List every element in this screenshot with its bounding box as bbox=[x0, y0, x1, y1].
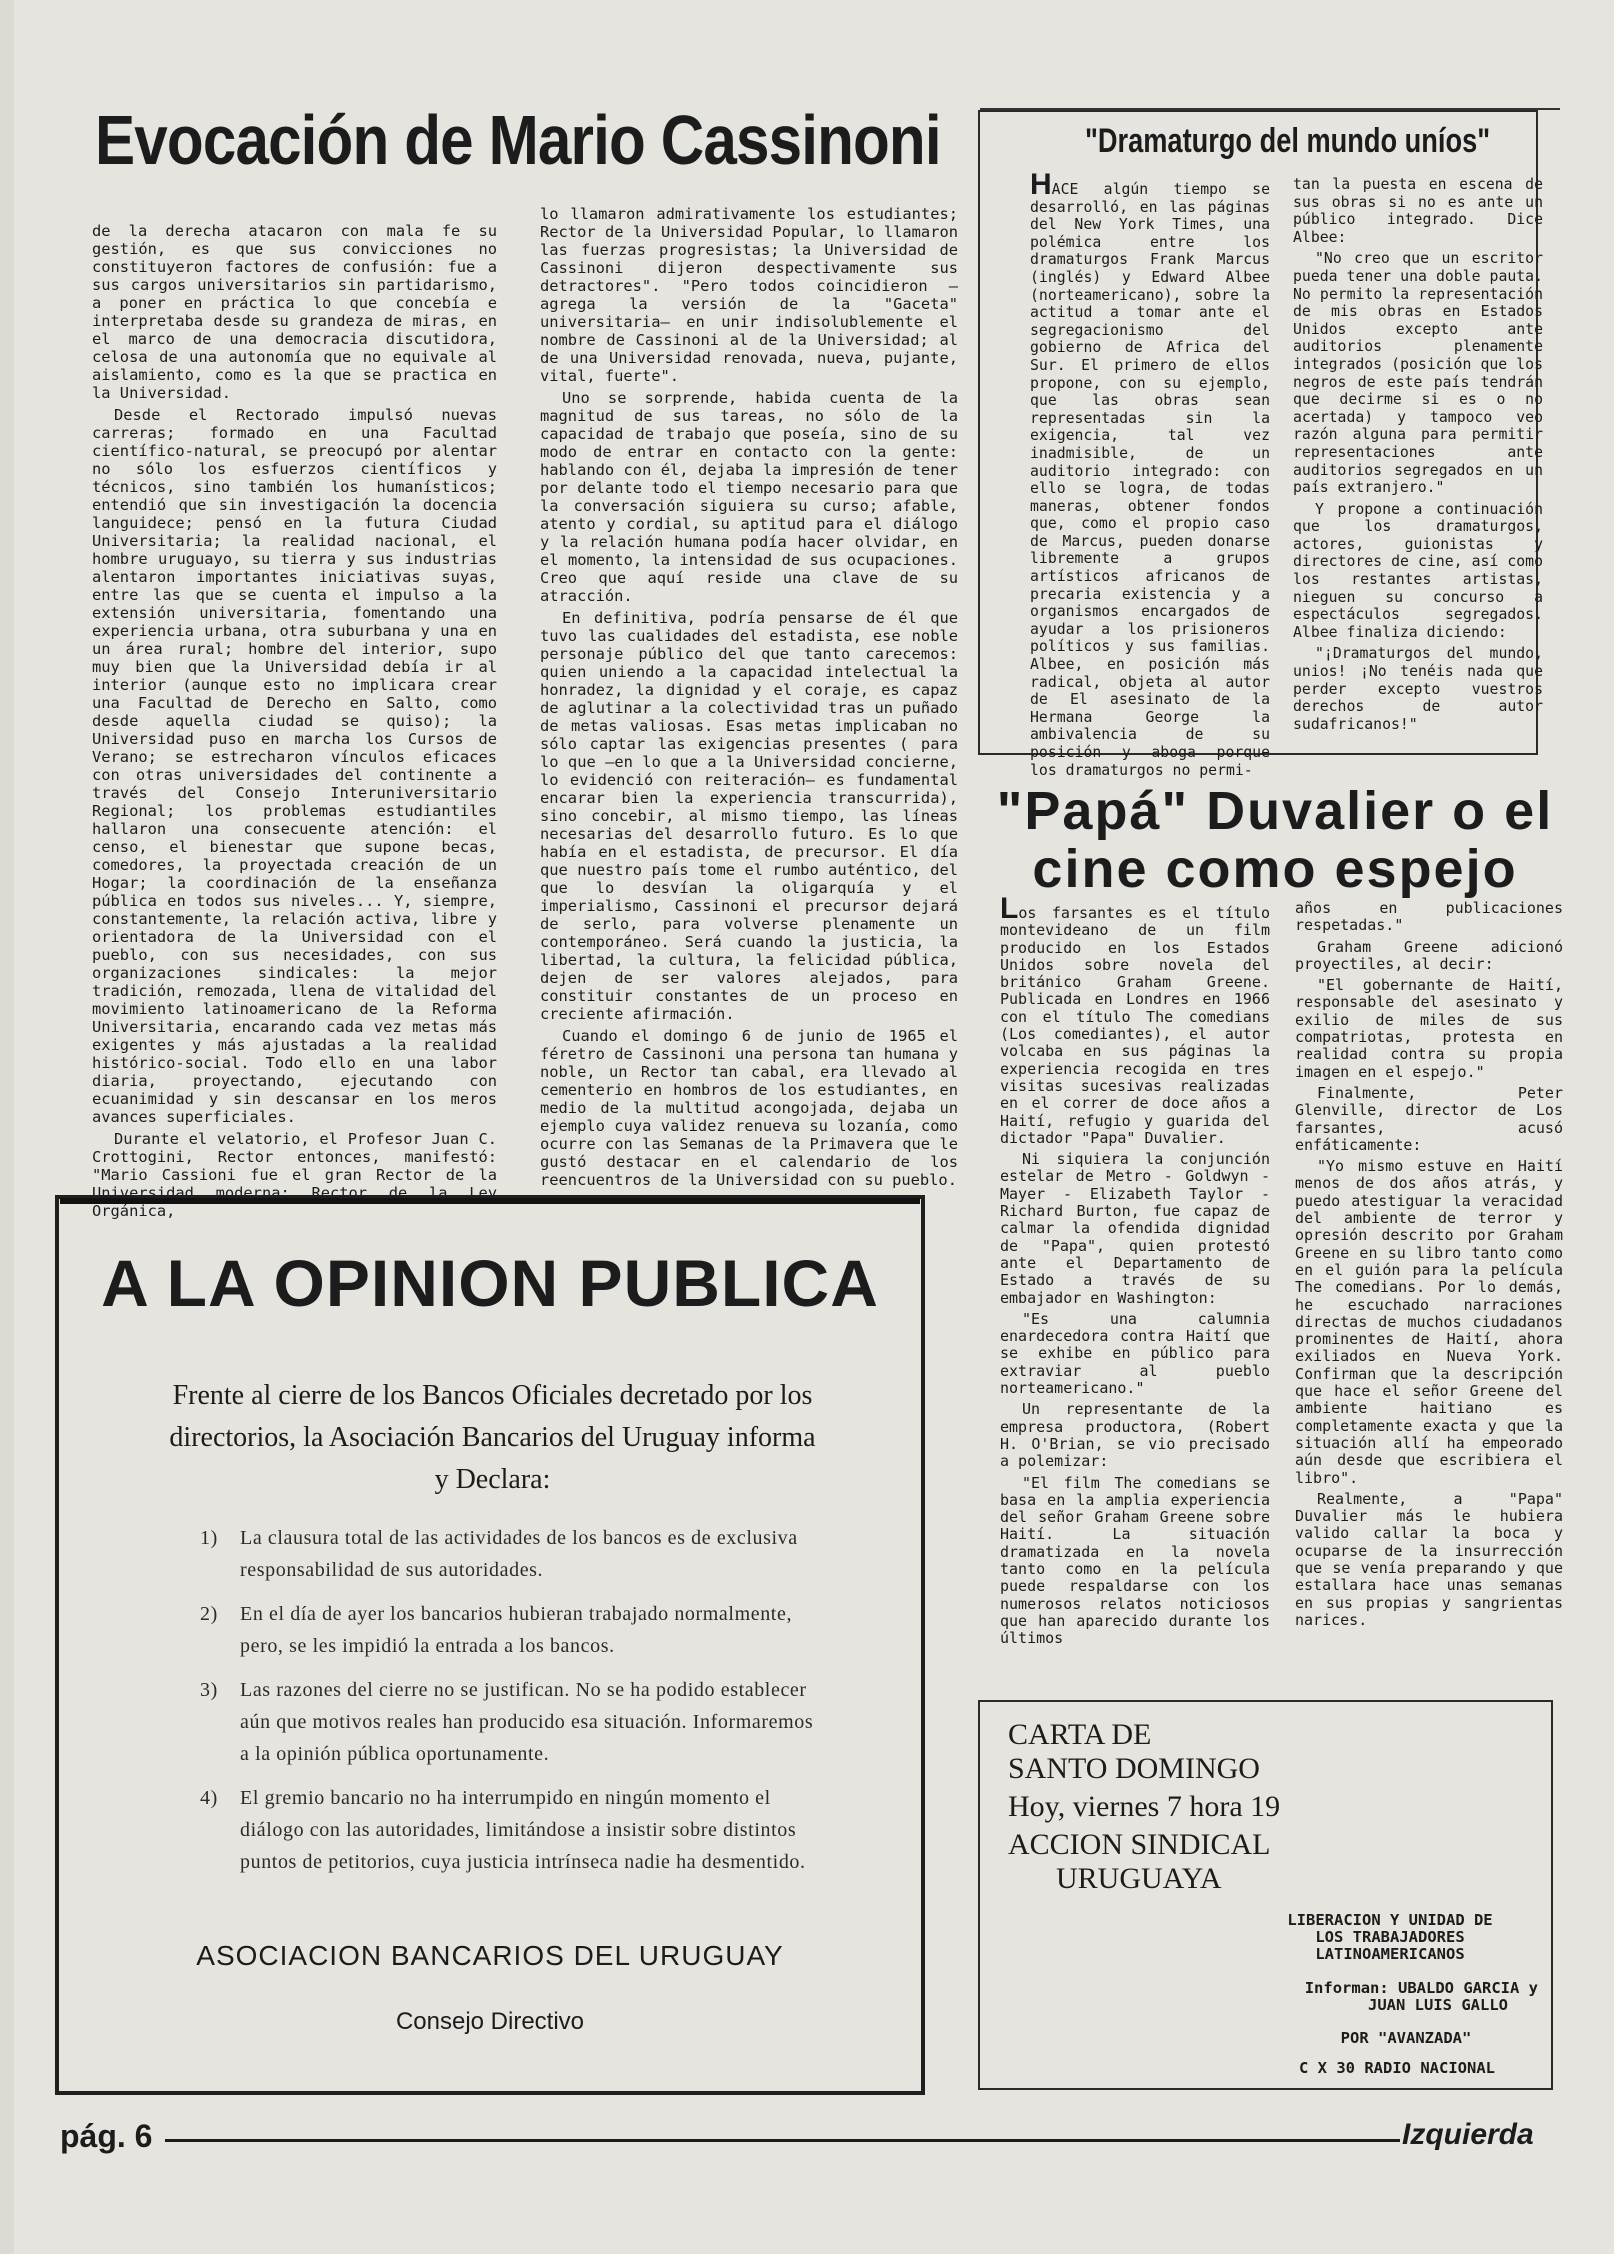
paragraph: Los farsantes es el título montevideano de un film producido en los Estados Unidos sobre novela del británico Graham Greene. Publicada en Londres en 1966 con el título The comedians (Los comediantes), el autor volcaba en sus páginas la experiencia recogida en tres visitas sucesivas realizadas en el correr de doce años a Haití, refugio y guarida del dictador "Papa" Duvalier. bbox=[1000, 892, 1270, 1147]
text-line: Informan: UBALDO GARCIA y bbox=[1304, 1979, 1538, 1997]
paragraph: Un representante de la empresa productora, (Robert H. O'Brian, se vio precisado a polemizar: bbox=[1000, 1400, 1270, 1471]
main-article-column-1 bbox=[92, 222, 497, 1220]
opinion-intro: Frente al cierre de los Bancos Oficiales decretado por los directorios, la Asociación Bancarios del Uruguay informa y Declara: bbox=[169, 1380, 816, 1495]
main-headline: Evocación de Mario Cassinoni bbox=[95, 101, 941, 179]
box-top-rule bbox=[60, 1198, 920, 1204]
declaration-item bbox=[200, 1782, 830, 1912]
paragraph: Durante el velatorio, el Profesor Juan C. Crottogini, Rector entonces, manifestó: "Mario Cassioni fue el gran Rector de la Universidad moderna; Rector de la Ley Orgánica, bbox=[92, 1130, 497, 1220]
paragraph: "Yo mismo estuve en Haití menos de dos años atrás, y puedo atestiguar la veracidad del ambiente de terror y opresión descrito por Graham Greene en su libro tanto como en el guión para la película The comedians. Por lo demás, he escuchado narraciones directas de muchos ciudadanos prominentes de Haití, ahora exiliados en Nueva York. Confirman que la descripción que hace el señor Greene del ambiente haitiano es completamente exacta y que la situación allí ha empeorado aún desde que escribiera el libro". bbox=[1295, 1157, 1563, 1487]
duvalier-column-2 bbox=[1295, 900, 1563, 1660]
item-text: El gremio bancario no ha interrumpido en ningún momento el diálogo con las autoridades, limitándose a insistir sobre distintos puntos de petitorios, cuya justicia intrínseca nadie ha desmentido. bbox=[240, 1787, 806, 1873]
paragraph: Finalmente, Peter Glenville, director de Los farsantes, acusó enfáticamente: bbox=[1295, 1083, 1563, 1154]
paragraph: "No creo que un escritor pueda tener una doble pauta. No permito la representación de mis obras en Estados Unidos excepto ante auditorios plenamente integrados (posición que los negros de este país tendrán que decirme si es o no acertada) y tampoco veo razón alguna para permitir representaciones ante auditorios segregados en un país extranjero." bbox=[1293, 250, 1543, 497]
carta-announcement bbox=[1008, 1718, 1428, 1896]
top-rule bbox=[980, 108, 1560, 110]
paragraph: años en publicaciones respetadas." bbox=[1295, 899, 1563, 935]
carta-line: SANTO DOMINGO bbox=[1008, 1752, 1260, 1785]
paragraph: "El gobernante de Haití, responsable del asesinato y exilio de miles de sus compatriotas, protesta en realidad contra su propia imagen en el espejo." bbox=[1295, 976, 1563, 1081]
text-line: LIBERACION Y UNIDAD DE bbox=[1287, 1911, 1493, 1929]
signature: ASOCIACION BANCARIOS DEL URUGUAY bbox=[196, 1940, 784, 1971]
text-line: JUAN LUIS GALLO bbox=[1368, 1996, 1508, 2014]
carta-liberacion bbox=[1240, 1912, 1540, 1963]
dramaturgo-column-2 bbox=[1293, 176, 1543, 746]
paragraph: Graham Greene adicionó proyectiles, al decir: bbox=[1295, 937, 1563, 973]
carta-informan bbox=[1238, 1980, 1538, 2014]
carta-radio: C X 30 RADIO NACIONAL bbox=[1299, 2059, 1495, 2077]
text-line: LATINOAMERICANOS bbox=[1315, 1945, 1465, 1963]
duvalier-column-1 bbox=[1000, 892, 1270, 1660]
paragraph: "Es una calumnia enardecedora contra Haití que se exhibe en público para extraviar al pueblo norteamericano." bbox=[1000, 1309, 1270, 1398]
carta-line: CARTA DE bbox=[1008, 1718, 1152, 1751]
paragraph: "El film The comedians se basa en la amplia experiencia del señor Graham Greene sobre Haití. La situación dramatizada en la novela tanto como en la película puede respaldarse con los numerosos relatos noticiosos que han aparecido durante los últimos bbox=[1000, 1473, 1270, 1648]
paragraph: Y propone a continuación que los dramaturgos, actores, guionistas y directores de cine, así como los restantes artistas, nieguen su concurso a espectáculos segregados. Albee finaliza diciendo: bbox=[1293, 500, 1543, 641]
paragraph: de la derecha atacaron con mala fe su gestión, es que sus convicciones no constituyeron factores de confusión: fue a sus cargos universitarios sin partidarismo, a poner en práctica lo que concebía e interpretaba desde su grandeza de miras, en el marco de una democracia discutidora, celosa de una autonomía que no equivale al aislamiento, como es la que se practica en la Universidad. bbox=[92, 222, 497, 402]
paragraph: Desde el Rectorado impulsó nuevas carreras; formado en una Facultad científico-natural, se preocupó por alentar no sólo los esfuerzos científicos y técnicos, sino también los humanísticos; entendió que sin investigación la docencia languidece; pensó en la futura Ciudad Universitaria; la realidad nacional, el hombre uruguayo, su tierra y sus industrias alentaron importantes iniciativas suyas, entre las que se cuenta el impulso a la extensión universitaria, fomentando una experiencia urbana, otra suburbana y una en un área rural; hombre del interior, supo muy bien que la Universidad debía ir al interior (aunque esto no implicara crear una Facultad de Derecho en Salto, como desde aquella ciudad se quiso); la Universidad puso en marcha los Cursos de Verano; se estrecharon vínculos eficaces con otras universidades del continente a través del Consejo Interuniversitario Regional; los problemas estudiantiles hallaron una consecuente atención: el censo, el bienestar que supone becas, comedores, la proyectada creación de un Hogar; la coordinación de la enseñanza pública en todos sus niveles... Y, siempre, constantemente, la relación activa, libre y orientadora de la Universidad con el pueblo, con sus necesidades, con sus organizaciones sindicales: la mejor tradición, remozada, llena de vitalidad del movimiento latinoamericano de la Reforma Universitaria, encarando cada vez metas más exigentes y más ajustadas a la realidad histórico-social. Todo ello en una labor diaria, proyectando, ejecutando con ecuanimidad y sin descansar en los meros avances superficiales. bbox=[92, 406, 497, 1126]
item-number: 3) bbox=[200, 1679, 218, 1701]
headline-line: cine como espejo bbox=[1032, 839, 1518, 899]
paragraph: lo llamaron admirativamente los estudiantes; Rector de la Universidad Popular, lo llamaron las fuerzas progresistas; la Universidad de Cassinoni dijeron despectivamente sus detractores". "Pero todos coincidieron —agrega la versión de la "Gaceta" universitaria— en unir indisolublemente el nombre de Cassinoni al de la Universidad; al de una Universidad renovada, nueva, pujante, vital, fuerte". bbox=[540, 205, 958, 385]
item-text: La clausura total de las actividades de los bancos es de exclusiva responsabilidad de sus autoridades. bbox=[240, 1527, 798, 1581]
carta-line: ACCION SINDICAL bbox=[1008, 1828, 1271, 1861]
declaration-item bbox=[200, 1674, 830, 1774]
paragraph: tan la puesta en escena de sus obras si no es ante un público integrado. Dice Albee: bbox=[1293, 176, 1543, 246]
opinion-title: A LA OPINION PUBLICA bbox=[101, 1246, 879, 1320]
council-signature: Consejo Directivo bbox=[395, 2008, 585, 2035]
main-article-column-2 bbox=[540, 205, 958, 1189]
declaration-item bbox=[200, 1522, 830, 1592]
declaration-item bbox=[200, 1598, 830, 1668]
item-text: En el día de ayer los bancarios hubieran trabajado normalmente, pero, se les impidió la entrada a los bancos. bbox=[240, 1603, 793, 1657]
paragraph: "¡Dramaturgos del mundo, unios! ¡No tenéis nada que perder excepto vuestros derechos de autor sudafricanos!" bbox=[1293, 645, 1543, 733]
headline-line: "Papá" Duvalier o el bbox=[996, 781, 1554, 841]
page-number: pág. 6 bbox=[60, 2118, 153, 2154]
paragraph: Cuando el domingo 6 de junio de 1965 el féretro de Cassinoni una persona tan humana y noble, un Rector tan cabal, era llevado al cementerio en hombros de los estudiantes, en medio de la multitud acongojada, dejaba un ejemplo cuya validez renueva su lozanía, como ocurre con las Semanas de la Primavera que le gustó destacar en el calendario de los reencuentros de la Universidad con su pueblo. bbox=[540, 1027, 958, 1189]
text-line: LOS TRABAJADORES bbox=[1315, 1928, 1465, 1946]
paragraph: En definitiva, podría pensarse de él que tuvo las cualidades del estadista, ese noble personaje público del que tanto carecemos: quien uniendo a la capacidad intelectual la honradez, la dignidad y el coraje, es capaz de aglutinar a la colectividad tras un puñado de metas valiosas. Esas metas implicaban no sólo captar las exigencias presentes ( para lo que —en lo que a la Universidad concierne, lo evidenció con reiteración— es fundamental encarar bien la experiencia transcurrida), sino concebir, al mismo tiempo, las líneas necesarias del desarrollo futuro. Es lo que había en el estadista, de precursor. El día que nuestro país tome el rumbo auténtico, del que lo desvían la oligarquía y el imperialismo, Cassinoni el precursor dejará de serlo, para volverse plenamente un contemporáneo. Será cuando la justicia, la libertad, la cultura, la felicidad pública, dejen de ser valores alejados, para constituir constantes de un proceso en creciente afirmación. bbox=[540, 609, 958, 1023]
duvalier-headline bbox=[985, 782, 1565, 898]
paragraph: HACE algún tiempo se desarrolló, en las páginas del New York Times, una polémica entre los dramaturgos Frank Marcus (inglés) y Edward Albee (norteamericano), sobre la actitud a tomar ante el segregacionismo del gobierno de Africa del Sur. El primero de ellos propone, con su ejemplo, que las obras sean representadas sin la exigencia, tal vez inadmisible, de un auditorio integrado: con ello se logra, de todas maneras, obtener fondos que, como el propio caso de Marcus, pueden donarse libremente a grupos artísticos africanos de precaria existencia y a organismos encargados de ayudar a los prisioneros políticos y sus familias. Albee, en posición más radical, objeta al autor de El asesinato de la Hermana George la ambivalencia de su posición y aboga porque los dramaturgos no permi- bbox=[1030, 168, 1270, 779]
paragraph: Ni siquiera la conjunción estelar de Metro - Goldwyn - Mayer - Elizabeth Taylor - Richard Burton, fue capaz de calmar la ofendida dignidad de "Papa", quien protestó ante el Departamento de Estado a través de su embajador en Washington: bbox=[1000, 1150, 1270, 1307]
dramaturgo-column-1 bbox=[1030, 168, 1270, 779]
drop-cap: H bbox=[1030, 168, 1052, 201]
carta-por: POR "AVANZADA" bbox=[1340, 2029, 1472, 2047]
carta-line: URUGUAYA bbox=[1056, 1862, 1222, 1895]
item-number: 2) bbox=[200, 1603, 218, 1625]
drop-cap: L bbox=[1000, 892, 1019, 925]
item-number: 4) bbox=[200, 1787, 218, 1809]
item-number: 1) bbox=[200, 1527, 218, 1549]
item-text: Las razones del cierre no se justifican. No se ha podido establecer aún que motivos reales han producido esa situación. Informaremos a la opinión pública oportunamente. bbox=[240, 1679, 814, 1765]
paragraph: Realmente, a "Papa" Duvalier más le hubiera valido callar la boca y ocuparse de la insurrección que se venía preparando y que estallara hace unas semanas en sus propias y sangrientas narices. bbox=[1295, 1489, 1563, 1629]
dramaturgo-headline: "Dramaturgo del mundo uníos" bbox=[1085, 122, 1491, 160]
footer-rule bbox=[165, 2139, 1400, 2142]
paragraph: Uno se sorprende, habida cuenta de la magnitud de sus tareas, no sólo de la capacidad de trabajo que poseía, sino de su modo de entrar en contacto con la gente: hablando con él, dejaba la impresión de tener por delante todo el tiempo necesario para que la conversación siguiera su curso; afable, atento y cordial, su aptitud para el diálogo y la relación humana podía hacer olvidar, en el momento, la intensidad de sus ocupaciones. Creo que aquí reside una clave de su atracción. bbox=[540, 389, 958, 605]
newspaper-brand: Izquierda bbox=[1402, 2118, 1534, 2151]
carta-line: Hoy, viernes 7 hora 19 bbox=[1008, 1790, 1281, 1823]
